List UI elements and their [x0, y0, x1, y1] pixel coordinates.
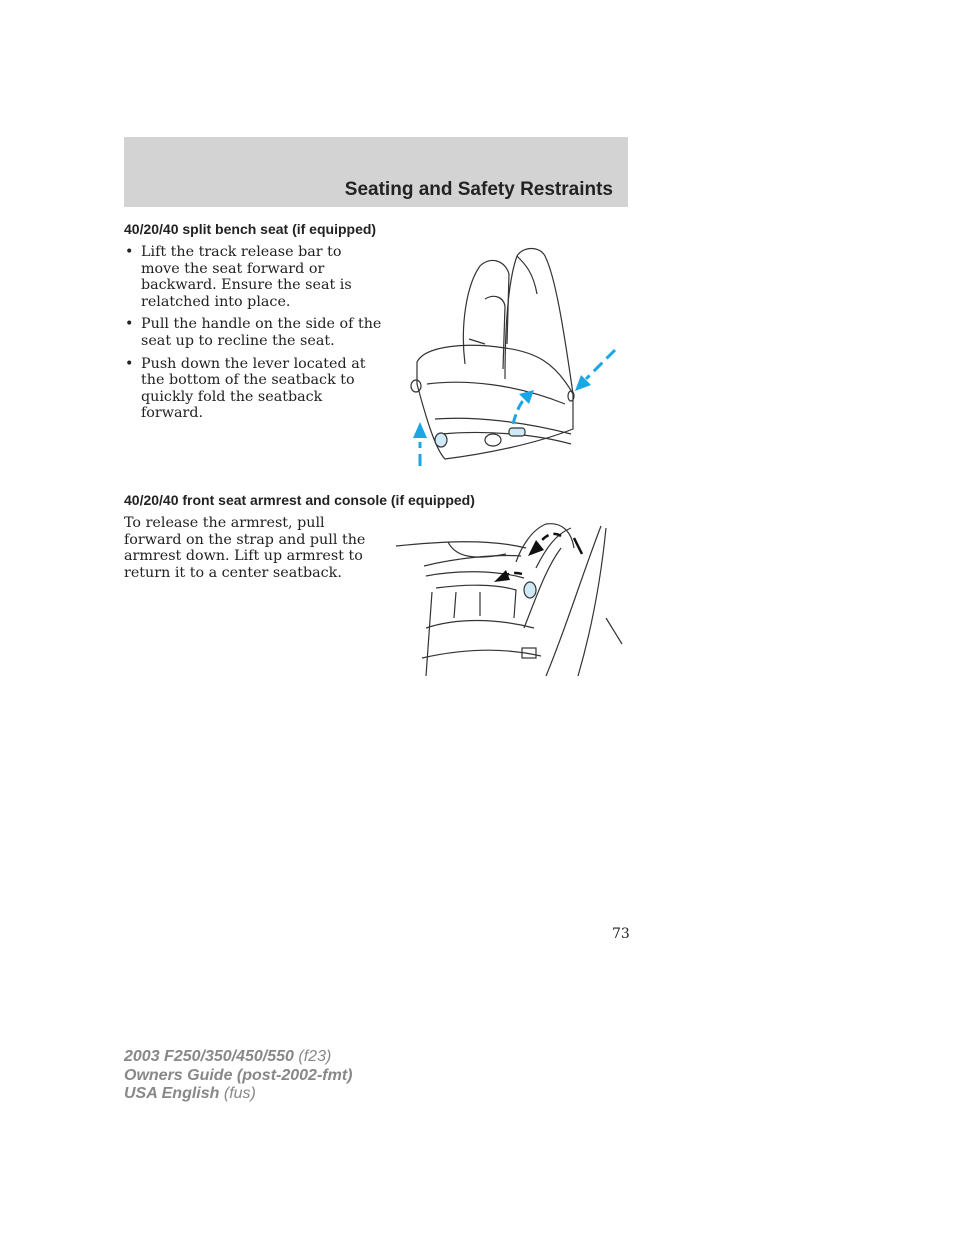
bullet-text: Push down the lever located at the bottom of the seatback to quickly fold the seatback forward.: [141, 355, 366, 422]
list-item: [124, 356, 382, 422]
footer-line-model: [124, 1048, 352, 1067]
footer-line-language: [124, 1085, 352, 1104]
bench-seat-illustration: [405, 244, 627, 472]
list-item: [124, 244, 382, 310]
page-title: Seating and Safety Restraints: [344, 179, 613, 200]
bullet-text: Pull the handle on the side of the seat up to recline the seat.: [141, 316, 382, 349]
footer-guide: Owners Guide (post-2002-fmt): [124, 1066, 353, 1084]
header-band: [124, 137, 628, 207]
footer-language: USA English: [124, 1085, 220, 1102]
armrest-console-illustration: [396, 518, 624, 678]
footer-language-code: (fus): [223, 1085, 256, 1102]
footer-model-code: (f23): [298, 1048, 332, 1065]
page-number: 73: [612, 926, 630, 942]
bullet-glyph: •: [125, 355, 134, 372]
armrest-instructions: To release the armrest, pull forward on the strap and pull the armrest down. Lift up armrest to return it to a center seatback.: [124, 515, 366, 581]
bullet-glyph: •: [125, 316, 134, 333]
bullet-glyph: •: [125, 244, 134, 260]
section-heading-split-bench: 40/20/40 split bench seat (if equipped): [124, 221, 377, 237]
document-footer: [124, 1048, 352, 1104]
footer-model: 2003 F250/350/450/550: [124, 1048, 294, 1065]
bullet-list: [124, 244, 382, 428]
list-item: [124, 316, 382, 349]
footer-line-guide: [124, 1067, 352, 1086]
bullet-text: Lift the track release bar to move the seat forward or backward. Ensure the seat is relatched into place.: [141, 244, 352, 310]
section-heading-armrest-console: 40/20/40 front seat armrest and console (if equipped): [124, 492, 475, 508]
